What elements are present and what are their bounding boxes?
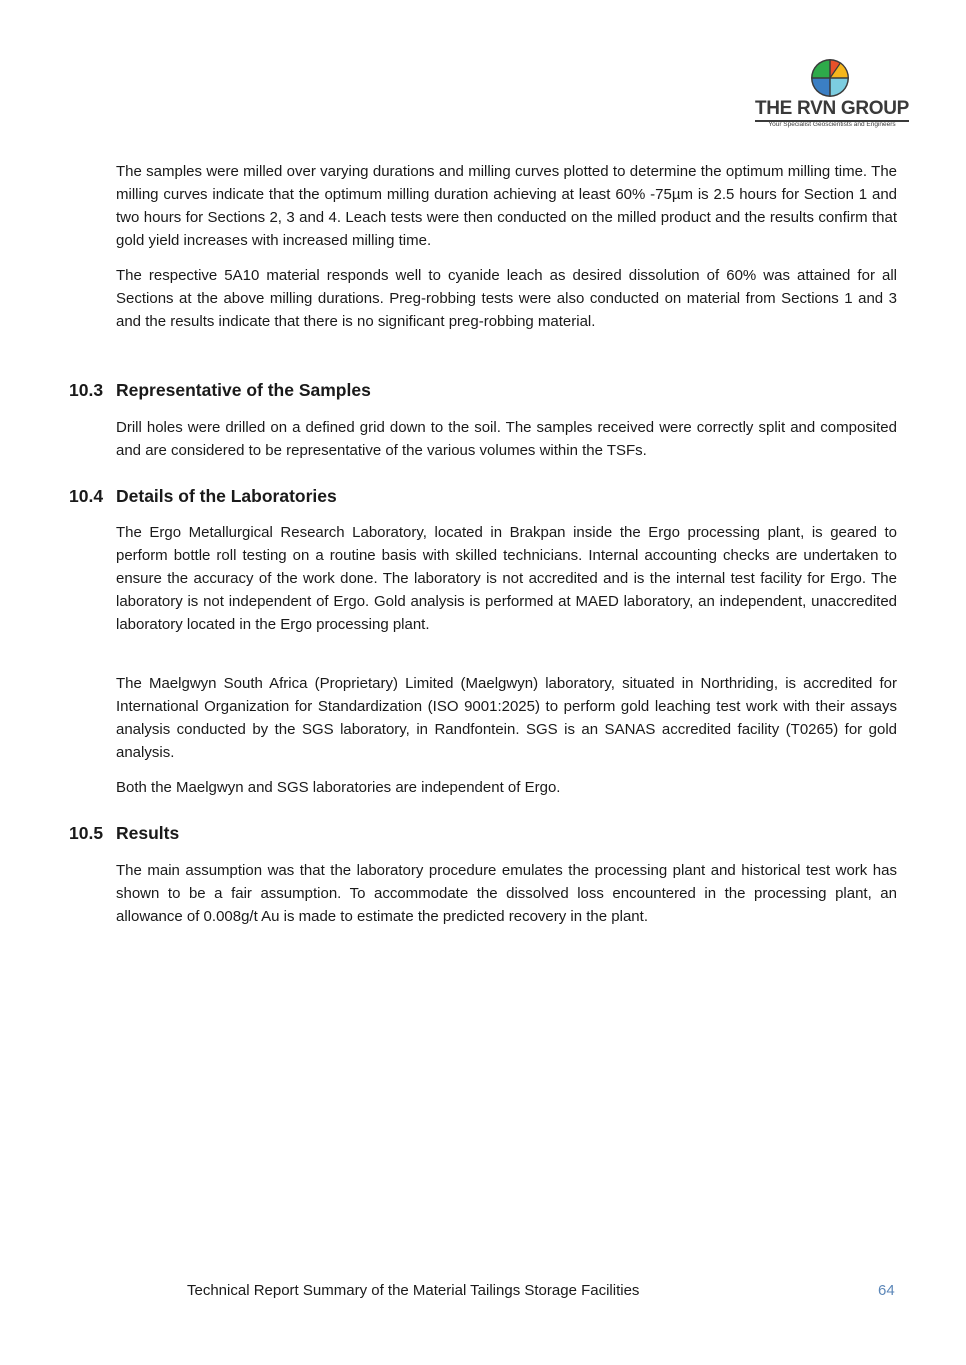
- page-number: 64: [878, 1282, 895, 1299]
- section-number: 10.5: [69, 823, 104, 843]
- paragraph-representative: Drill holes were drilled on a defined grid down to the soil. The samples received were correctly split and composited and are considered to be representative of the various volumes within the TSFs.: [116, 419, 897, 459]
- section-title: Representative of the Samples: [116, 380, 371, 400]
- section-number: 10.4: [69, 486, 104, 506]
- logo-tagline: Your Specialist Geoscientists and Engineers: [768, 121, 896, 128]
- logo-emblem-icon: [810, 58, 850, 98]
- section-heading-10-3: [69, 379, 371, 401]
- section-heading-10-5: [69, 822, 179, 844]
- paragraph-maelgwyn-lab: The Maelgwyn South Africa (Proprietary) Limited (Maelgwyn) laboratory, situated in Northriding, is accredited for International Organization for Standardization (ISO 9001:2025) to perform gold leaching test work with their assays analysis conducted by the SGS laboratory, in Randfontein. SGS is an SANAS accredited facility (T0265) for gold analysis.: [116, 675, 897, 761]
- paragraph-ergo-lab: The Ergo Metallurgical Research Laboratory, located in Brakpan inside the Ergo processing plant, is geared to perform bottle roll testing on a routine basis with skilled technicians. Internal accounting checks are undertaken to ensure the accuracy of the work done. The laboratory is not accredited and is the internal test facility for Ergo. The laboratory is not independent of Ergo. Gold analysis is performed at MAED laboratory, an independent, unaccredited laboratory located in the Ergo processing plant.: [116, 524, 897, 633]
- section-title: Results: [116, 823, 180, 843]
- section-heading-10-4: [69, 485, 337, 507]
- paragraph-leach-response: The respective 5A10 material responds well to cyanide leach as desired dissolution of 60% was attained for all Sections at the above milling durations. Preg-robbing tests were also conducted on material from Sections 1 and 3 and the results indicate that there is no significant preg-robbing material.: [116, 267, 897, 330]
- paragraph-independence: Both the Maelgwyn and SGS laboratories are independent of Ergo.: [116, 779, 561, 796]
- paragraph-results: The main assumption was that the laboratory procedure emulates the processing plant and historical test work has shown to be a fair assumption. To accommodate the dissolved loss encountered in the processing plant, an allowance of 0.008g/t Au is made to estimate the predicted recovery in the plant.: [116, 862, 897, 925]
- logo-name: THE RVN GROUP: [754, 98, 910, 119]
- paragraph-milling: The samples were milled over varying durations and milling curves plotted to determine the optimum milling time. The milling curves indicate that the optimum milling duration achieving at least 60% -75µm is 2.5 hours for Section 1 and two hours for Sections 2, 3 and 4. Leach tests were then conducted on the milled product and the results confirm that gold yield increases with increased milling time.: [116, 163, 897, 249]
- company-logo: [752, 58, 912, 130]
- section-title: Details of the Laboratories: [116, 486, 337, 506]
- section-number: 10.3: [69, 380, 104, 400]
- footer-title: Technical Report Summary of the Material Tailings Storage Facilities: [187, 1282, 640, 1299]
